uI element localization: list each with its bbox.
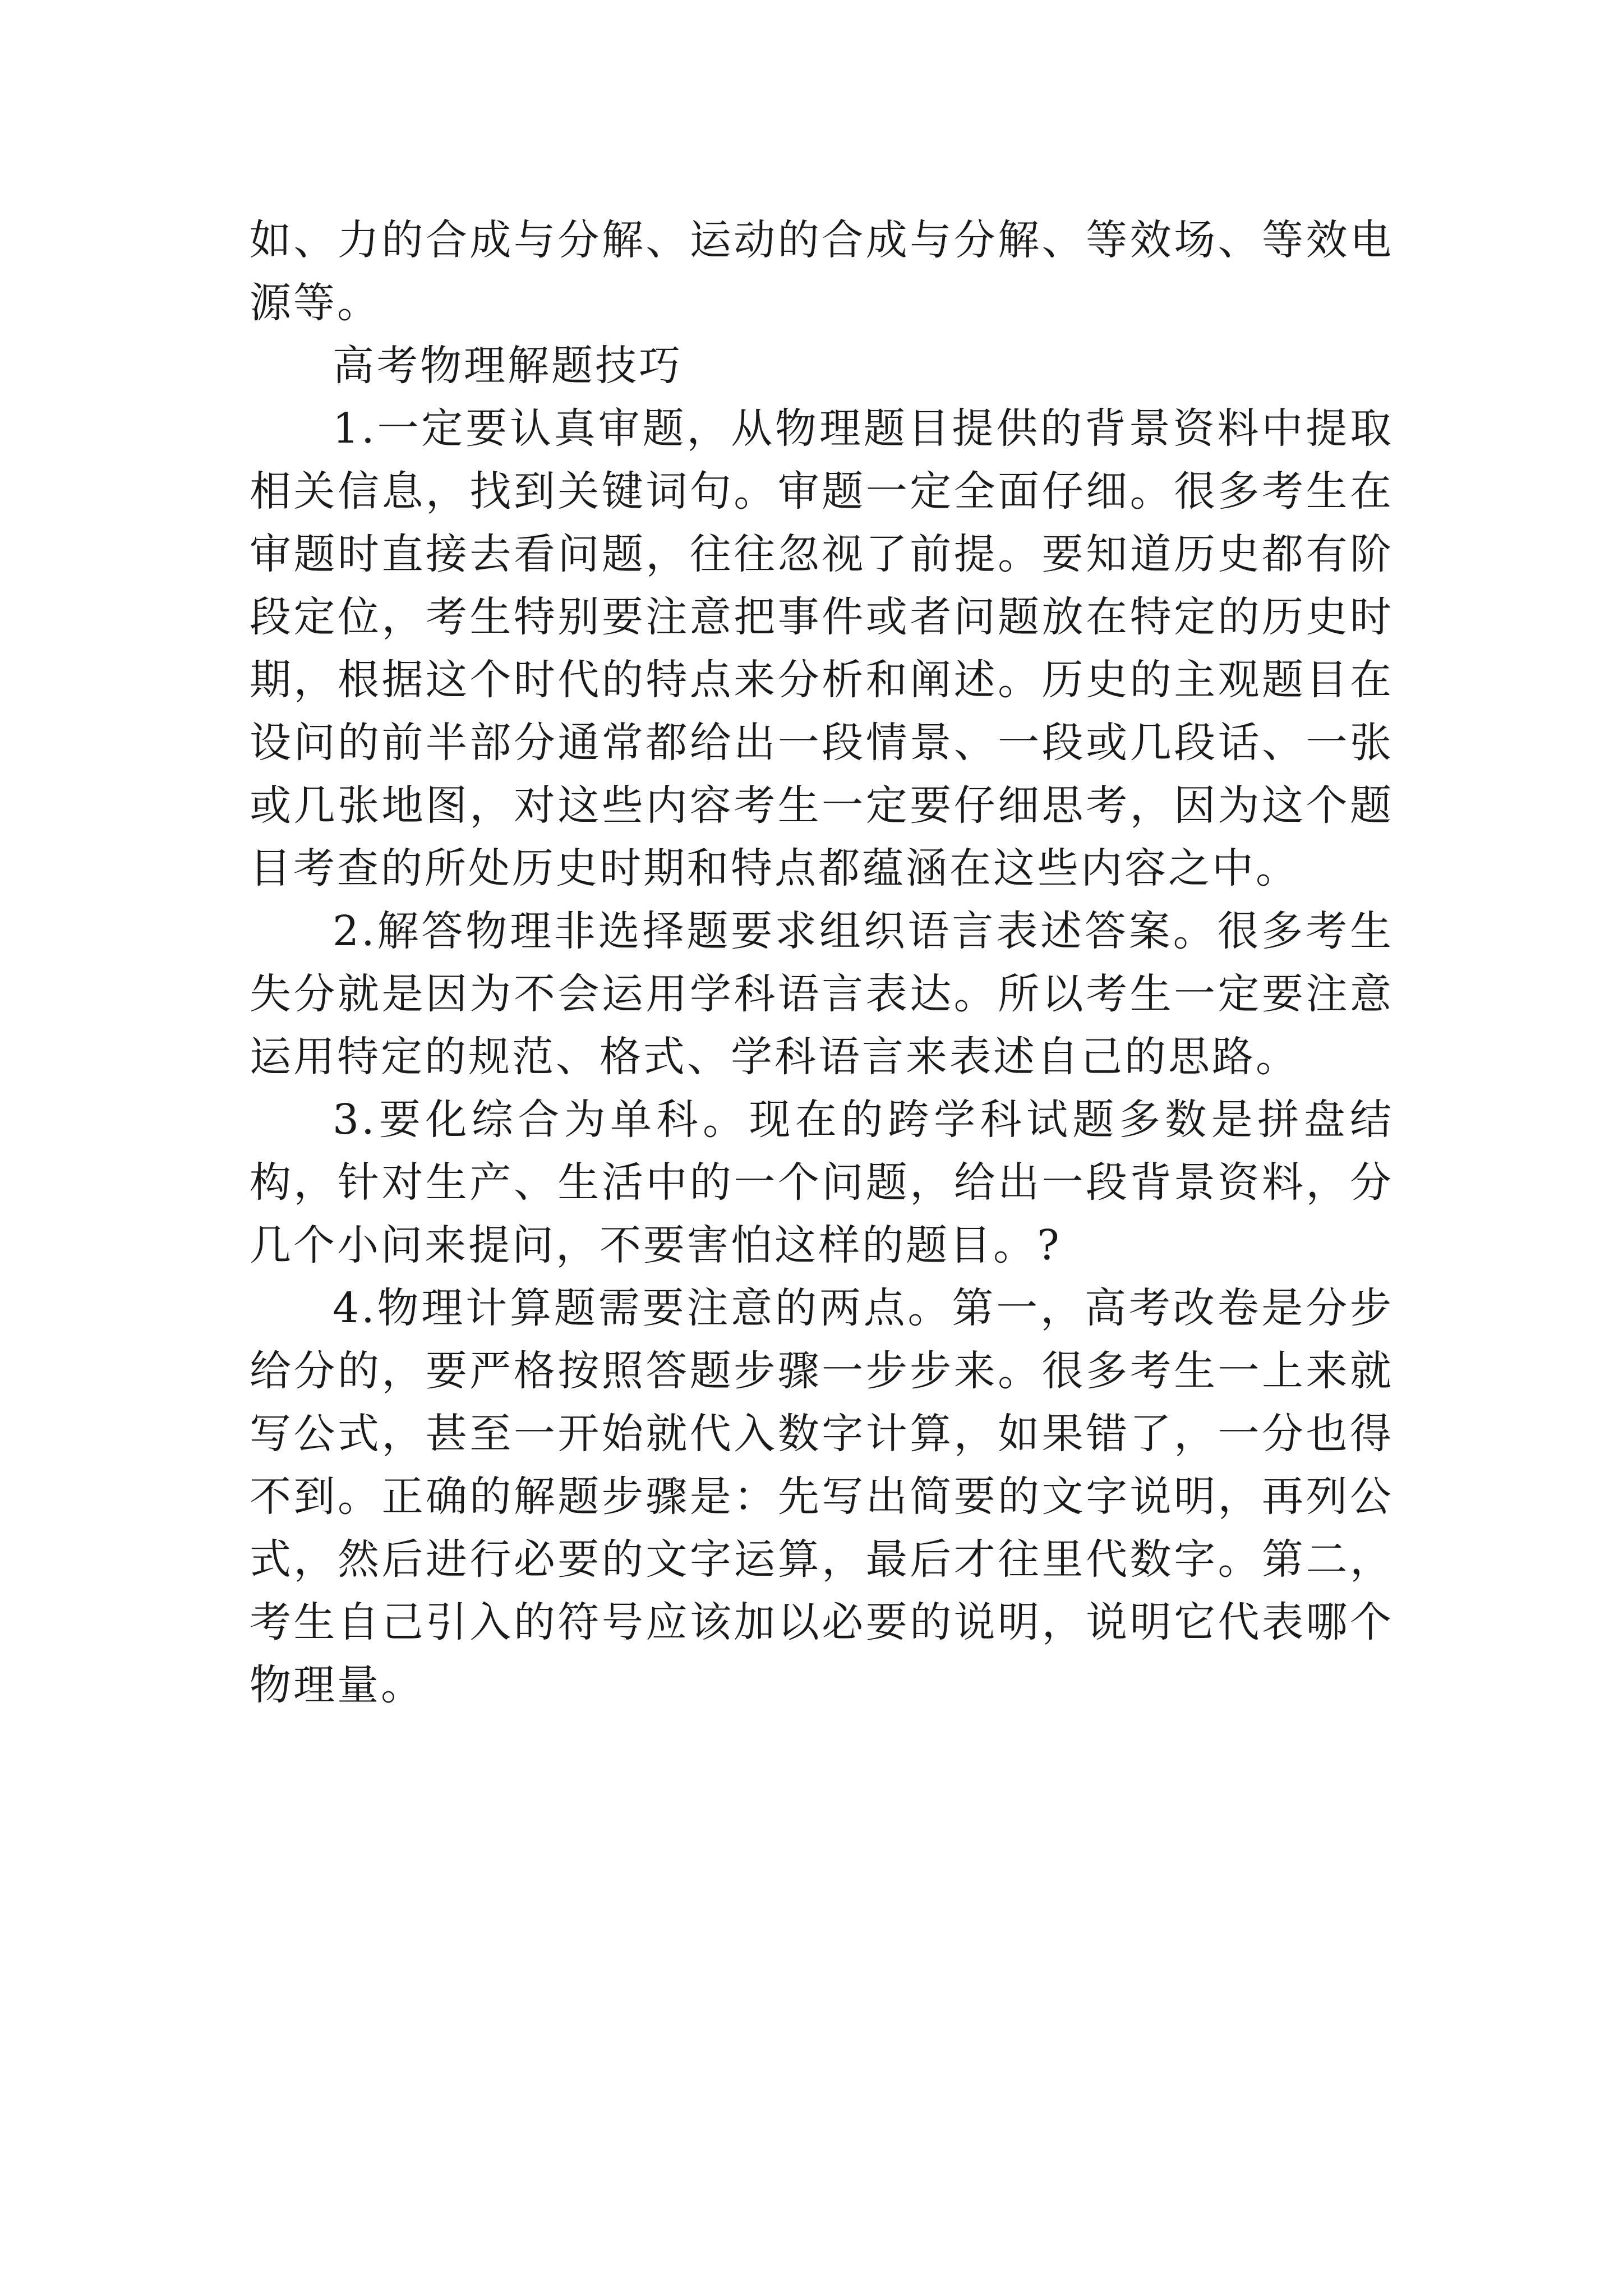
tip-paragraph-3: 3.要化综合为单科。现在的跨学科试题多数是拼盘结构，针对生产、生活中的一个问题，给出一段背景资料，分几个小问来提问，不要害怕这样的题目。? [250,1096,1394,1269]
tip-paragraph-1: 1.一定要认真审题，从物理题目提供的背景资料中提取相关信息，找到关键词句。审题一定全面仔细。很多考生在审题时直接去看问题，往往忽视了前提。要知道历史都有阶段定位，考生特别要注意把事件或者问题放在特定的历史时期，根据这个时代的特点来分析和阐述。历史的主观题目在设问的前半部分通常都给出一段情景、一段或几段话、一张或几张地图，对这些内容考生一定要仔细思考，因为这个题目考查的所处历史时期和特点都蕴涵在这些内容之中。 [250,404,1394,892]
tip-paragraph-2: 2.解答物理非选择题要求组织语言表述答案。很多考生失分就是因为不会运用学科语言表达。所以考生一定要注意运用特定的规范、格式、学科语言来表述自己的思路。 [250,907,1394,1081]
document-body [250,209,1394,1717]
section-heading: 高考物理解题技巧 [333,342,683,390]
continued-paragraph: 如、力的合成与分解、运动的合成与分解、等效场、等效电源等。 [250,216,1394,327]
tip-paragraph-4: 4.物理计算题需要注意的两点。第一，高考改卷是分步给分的，要严格按照答题步骤一步步来。很多考生一上来就写公式，甚至一开始就代入数字计算，如果错了，一分也得不到。正确的解题步骤是：先写出简要的文字说明，再列公式，然后进行必要的文字运算，最后才往里代数字。第二，考生自己引入的符号应该加以必要的说明，说明它代表哪个物理量。 [250,1284,1394,1709]
